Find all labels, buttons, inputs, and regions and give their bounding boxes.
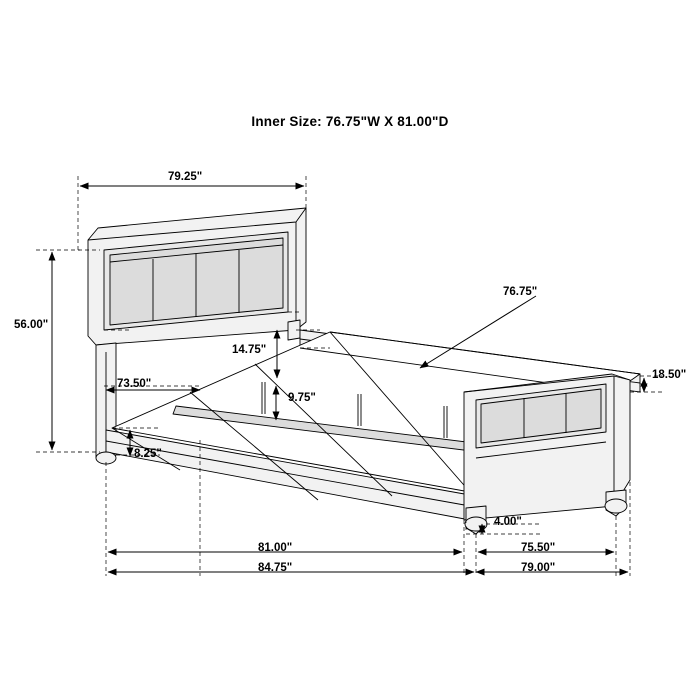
dimension-label-footboard-inner-width: 75.50" <box>521 542 556 554</box>
bed-outline <box>88 208 640 534</box>
dimension-label-footboard-height: 18.50" <box>652 369 687 381</box>
dimension-label-rail-height: 9.75" <box>288 392 316 404</box>
dimension-label-headboard-width: 79.25" <box>168 171 203 183</box>
dimension-label-headboard-inner-width: 73.50" <box>117 378 152 390</box>
dimension-label-headboard-height: 56.00" <box>14 319 49 331</box>
dimension-label-foot-post-height: 4.00" <box>494 516 522 528</box>
dimension-label-headboard-panel-drop: 14.75" <box>232 344 267 356</box>
dimension-label-footboard-outer-width: 79.00" <box>521 562 556 574</box>
dimension-label-outer-length: 84.75" <box>258 562 293 574</box>
dimension-label-inner-depth-callout: 76.75" <box>503 286 538 298</box>
dimension-label-inner-length: 81.00" <box>258 542 293 554</box>
page-title: Inner Size: 76.75"W X 81.00"D <box>251 114 449 129</box>
dimension-label-clearance-height: 8.25" <box>134 448 162 460</box>
